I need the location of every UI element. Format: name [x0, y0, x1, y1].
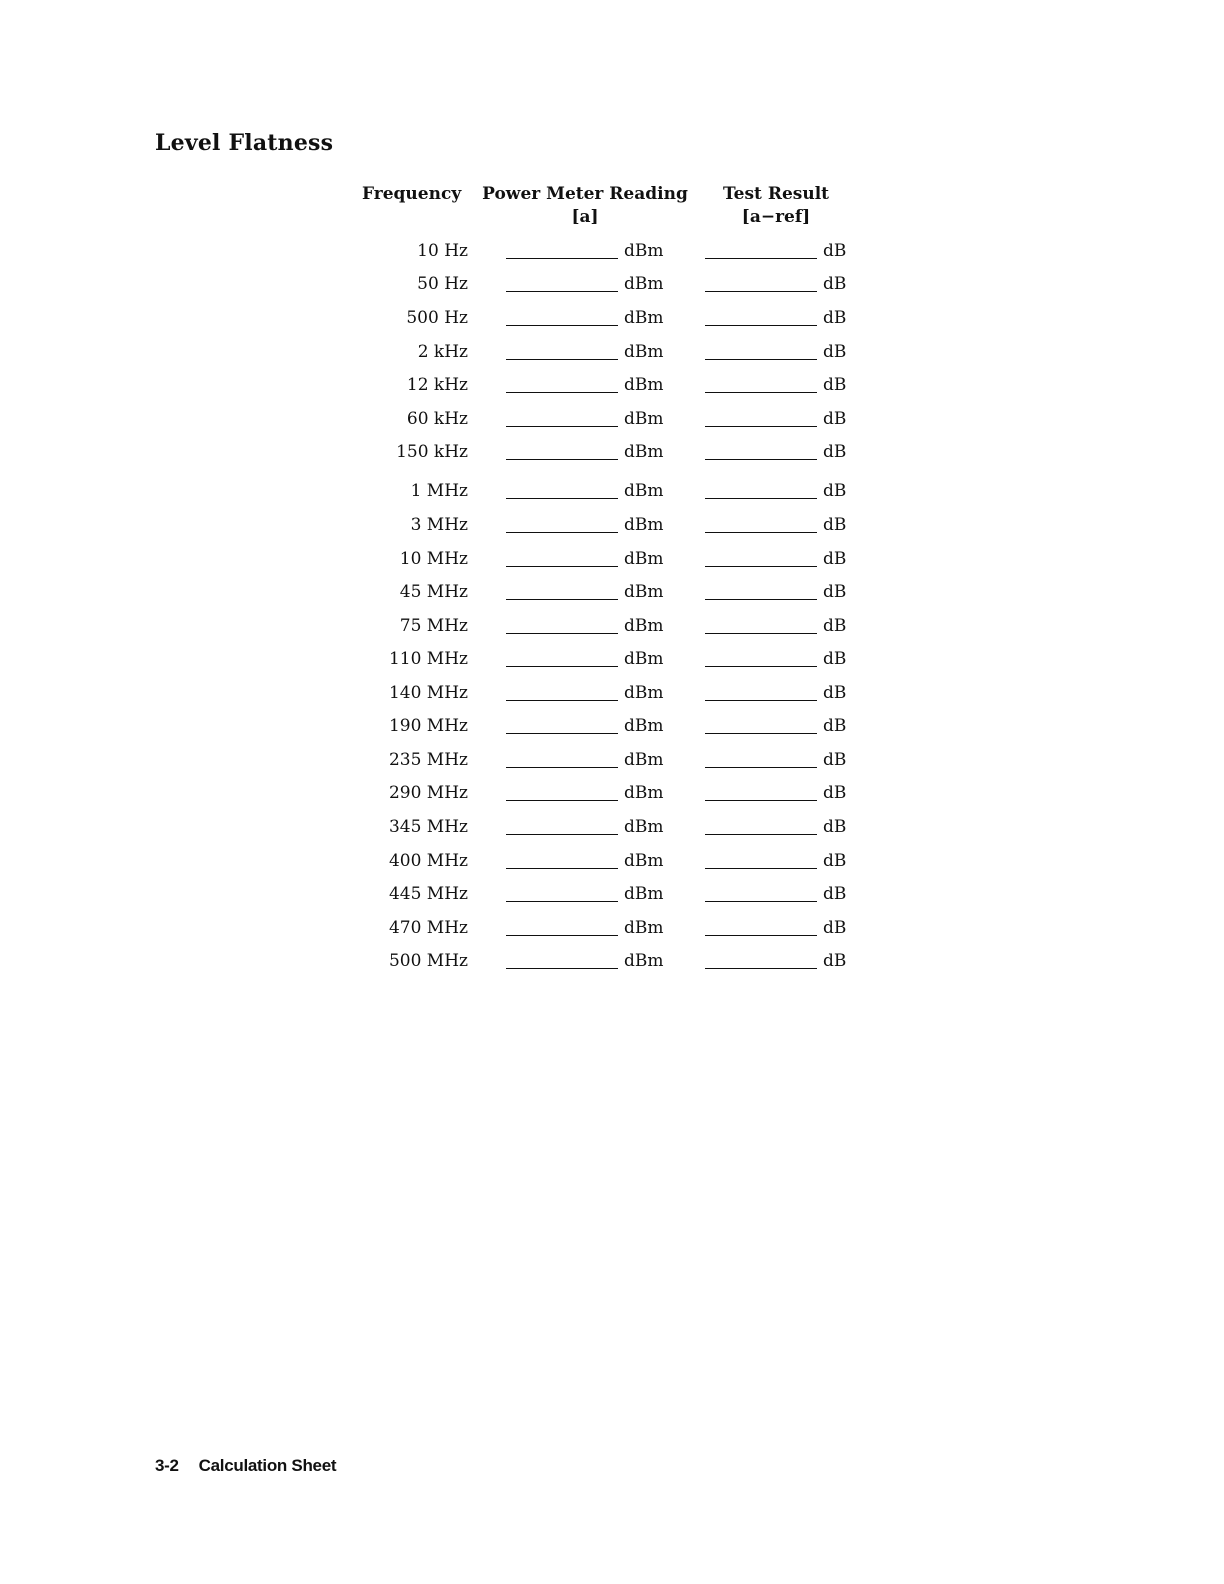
unit-db-label: dB — [823, 308, 847, 328]
power-meter-reading-blank[interactable] — [506, 666, 618, 667]
unit-db-label: dB — [823, 851, 847, 871]
page-number: 3-2 — [155, 1456, 179, 1475]
power-meter-reading-blank[interactable] — [506, 566, 618, 567]
frequency-cell: 445 MHz — [388, 884, 468, 904]
table-row — [0, 547, 900, 571]
unit-db-label: dB — [823, 409, 847, 429]
power-meter-reading-blank[interactable] — [506, 767, 618, 768]
table-row — [0, 949, 900, 973]
unit-dbm-label: dBm — [624, 274, 664, 294]
test-result-blank[interactable] — [705, 599, 817, 600]
table-row — [0, 306, 900, 330]
test-result-blank[interactable] — [705, 633, 817, 634]
power-meter-reading-blank[interactable] — [506, 291, 618, 292]
table-row — [0, 272, 900, 296]
power-meter-reading-blank[interactable] — [506, 359, 618, 360]
table-row — [0, 647, 900, 671]
test-result-blank[interactable] — [705, 901, 817, 902]
unit-db-label: dB — [823, 750, 847, 770]
frequency-cell: 10 Hz — [417, 241, 468, 261]
unit-db-label: dB — [823, 582, 847, 602]
test-result-blank[interactable] — [705, 868, 817, 869]
table-row — [0, 479, 900, 503]
test-result-blank[interactable] — [705, 359, 817, 360]
table-row — [0, 407, 900, 431]
unit-dbm-label: dBm — [624, 616, 664, 636]
power-meter-reading-blank[interactable] — [506, 834, 618, 835]
test-result-blank[interactable] — [705, 566, 817, 567]
unit-db-label: dB — [823, 274, 847, 294]
power-meter-reading-blank[interactable] — [506, 599, 618, 600]
table-row — [0, 513, 900, 537]
column-header-frequency — [362, 183, 468, 206]
unit-db-label: dB — [823, 549, 847, 569]
frequency-cell: 50 Hz — [417, 274, 468, 294]
frequency-cell: 500 Hz — [406, 308, 468, 328]
frequency-cell: 500 MHz — [388, 951, 468, 971]
unit-dbm-label: dBm — [624, 683, 664, 703]
unit-db-label: dB — [823, 515, 847, 535]
power-meter-reading-blank[interactable] — [506, 633, 618, 634]
table-row — [0, 681, 900, 705]
column-header-test-result — [716, 183, 836, 229]
test-result-blank[interactable] — [705, 426, 817, 427]
unit-dbm-label: dBm — [624, 649, 664, 669]
column-header-frequency-label: Frequency — [362, 184, 462, 204]
column-header-power-meter-symbol: [a] — [571, 207, 599, 227]
power-meter-reading-blank[interactable] — [506, 935, 618, 936]
table-row — [0, 748, 900, 772]
unit-db-label: dB — [823, 241, 847, 261]
unit-db-label: dB — [823, 616, 847, 636]
unit-db-label: dB — [823, 783, 847, 803]
frequency-cell: 60 kHz — [406, 409, 468, 429]
frequency-cell: 3 MHz — [410, 515, 468, 535]
unit-dbm-label: dBm — [624, 951, 664, 971]
test-result-blank[interactable] — [705, 733, 817, 734]
column-header-test-result-formula: [a−ref] — [741, 207, 811, 227]
table-row — [0, 781, 900, 805]
test-result-blank[interactable] — [705, 325, 817, 326]
frequency-cell: 1 MHz — [410, 481, 468, 501]
frequency-cell: 400 MHz — [388, 851, 468, 871]
test-result-blank[interactable] — [705, 834, 817, 835]
frequency-cell: 2 kHz — [417, 342, 468, 362]
test-result-blank[interactable] — [705, 800, 817, 801]
frequency-cell: 140 MHz — [388, 683, 468, 703]
power-meter-reading-blank[interactable] — [506, 800, 618, 801]
table-row — [0, 614, 900, 638]
unit-dbm-label: dBm — [624, 750, 664, 770]
unit-dbm-label: dBm — [624, 481, 664, 501]
test-result-blank[interactable] — [705, 968, 817, 969]
unit-db-label: dB — [823, 683, 847, 703]
test-result-blank[interactable] — [705, 258, 817, 259]
power-meter-reading-blank[interactable] — [506, 700, 618, 701]
power-meter-reading-blank[interactable] — [506, 392, 618, 393]
power-meter-reading-blank[interactable] — [506, 426, 618, 427]
test-result-blank[interactable] — [705, 700, 817, 701]
test-result-blank[interactable] — [705, 392, 817, 393]
footer-section-name: Calculation Sheet — [198, 1456, 337, 1475]
table-row — [0, 849, 900, 873]
power-meter-reading-blank[interactable] — [506, 459, 618, 460]
frequency-cell: 235 MHz — [388, 750, 468, 770]
section-title: Level Flatness — [155, 130, 334, 156]
power-meter-reading-blank[interactable] — [506, 498, 618, 499]
column-header-test-result-label: Test Result — [722, 184, 830, 204]
frequency-cell: 12 kHz — [406, 375, 468, 395]
table-row — [0, 714, 900, 738]
table-row — [0, 340, 900, 364]
power-meter-reading-blank[interactable] — [506, 901, 618, 902]
test-result-blank[interactable] — [705, 935, 817, 936]
table-row — [0, 440, 900, 464]
frequency-cell: 45 MHz — [399, 582, 468, 602]
unit-db-label: dB — [823, 918, 847, 938]
unit-db-label: dB — [823, 342, 847, 362]
frequency-cell: 190 MHz — [388, 716, 468, 736]
power-meter-reading-blank[interactable] — [506, 325, 618, 326]
frequency-cell: 470 MHz — [388, 918, 468, 938]
unit-dbm-label: dBm — [624, 342, 664, 362]
test-result-blank[interactable] — [705, 532, 817, 533]
unit-db-label: dB — [823, 481, 847, 501]
column-header-power-meter-reading — [476, 183, 694, 229]
table-row — [0, 239, 900, 263]
unit-db-label: dB — [823, 817, 847, 837]
table-row — [0, 580, 900, 604]
unit-db-label: dB — [823, 716, 847, 736]
test-result-blank[interactable] — [705, 459, 817, 460]
unit-dbm-label: dBm — [624, 817, 664, 837]
unit-dbm-label: dBm — [624, 549, 664, 569]
unit-db-label: dB — [823, 951, 847, 971]
table-row — [0, 882, 900, 906]
unit-dbm-label: dBm — [624, 241, 664, 261]
frequency-cell: 345 MHz — [388, 817, 468, 837]
unit-dbm-label: dBm — [624, 515, 664, 535]
frequency-cell: 150 kHz — [396, 442, 468, 462]
unit-dbm-label: dBm — [624, 582, 664, 602]
unit-dbm-label: dBm — [624, 442, 664, 462]
frequency-cell: 290 MHz — [388, 783, 468, 803]
power-meter-reading-blank[interactable] — [506, 733, 618, 734]
unit-dbm-label: dBm — [624, 918, 664, 938]
unit-dbm-label: dBm — [624, 851, 664, 871]
test-result-blank[interactable] — [705, 767, 817, 768]
unit-dbm-label: dBm — [624, 308, 664, 328]
table-row — [0, 373, 900, 397]
power-meter-reading-blank[interactable] — [506, 532, 618, 533]
column-header-power-meter-label: Power Meter Reading — [482, 184, 688, 204]
unit-dbm-label: dBm — [624, 716, 664, 736]
frequency-cell: 110 MHz — [388, 649, 468, 669]
unit-dbm-label: dBm — [624, 783, 664, 803]
table-row — [0, 916, 900, 940]
power-meter-reading-blank[interactable] — [506, 968, 618, 969]
unit-dbm-label: dBm — [624, 375, 664, 395]
unit-db-label: dB — [823, 649, 847, 669]
test-result-blank[interactable] — [705, 291, 817, 292]
power-meter-reading-blank[interactable] — [506, 258, 618, 259]
unit-dbm-label: dBm — [624, 884, 664, 904]
frequency-cell: 75 MHz — [399, 616, 468, 636]
unit-db-label: dB — [823, 375, 847, 395]
frequency-cell: 10 MHz — [399, 549, 468, 569]
page-footer — [155, 1456, 336, 1476]
power-meter-reading-blank[interactable] — [506, 868, 618, 869]
test-result-blank[interactable] — [705, 498, 817, 499]
test-result-blank[interactable] — [705, 666, 817, 667]
unit-db-label: dB — [823, 884, 847, 904]
table-row — [0, 815, 900, 839]
unit-db-label: dB — [823, 442, 847, 462]
unit-dbm-label: dBm — [624, 409, 664, 429]
